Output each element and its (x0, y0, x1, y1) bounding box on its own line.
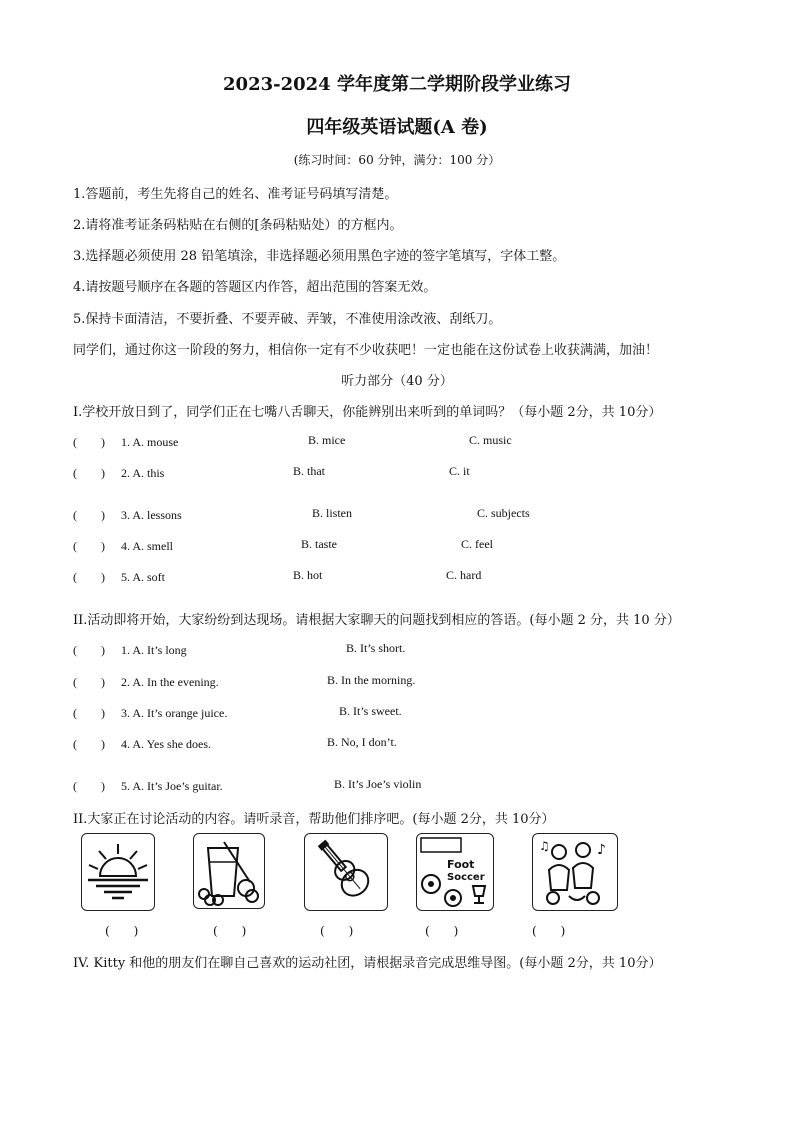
listening-header: 听力部分（40 分） (341, 374, 453, 389)
option-b: B. that (293, 464, 325, 478)
sunset-icon (81, 833, 155, 911)
page-subtitle: 四年级英语试题(A 卷) (306, 117, 488, 138)
option-b: B. No, I don’t. (327, 735, 397, 749)
section-2-heading: II.活动即将开始，大家纷纷到达现场。请根据大家聊天的问题找到相应的答语。(每小题 2 分，共 10 分） (73, 613, 680, 628)
option-c: C. hard (446, 568, 482, 582)
svg-text:♫: ♫ (539, 839, 550, 853)
answer-blank[interactable]: ( ) 5. A. soft (73, 570, 166, 584)
answer-blank[interactable]: ( ) 4. A. Yes she does. (73, 737, 212, 751)
juice-icon (193, 833, 265, 909)
answer-blank[interactable]: ( ) 1. A. mouse (73, 435, 179, 449)
svg-text:♪: ♪ (597, 842, 606, 858)
encouragement-text: 同学们，通过你这一阶段的努力，相信你一定有不少收获吧！一定也能在这份试卷上收获满满，加油！ (73, 343, 659, 358)
option-c: C. it (449, 464, 470, 478)
singing-icon (532, 833, 618, 911)
answer-blank[interactable]: ( ) 5. A. It’s Joe’s guitar. (73, 779, 223, 793)
guitar-icon (304, 833, 388, 911)
instruction-1: 1.答题前，考生先将自己的姓名、准考证号码填写清楚。 (73, 187, 398, 202)
answer-blank[interactable]: ( ) 2. A. In the evening. (73, 675, 219, 689)
answer-blank[interactable]: ( ) 4. A. smell (73, 539, 174, 553)
option-b: B. In the morning. (327, 673, 416, 687)
option-c: C. subjects (477, 506, 530, 520)
option-c: C. music (469, 433, 512, 447)
football-icon (416, 833, 494, 911)
option-b: B. listen (312, 506, 353, 520)
section-1-heading: I.学校开放日到了，同学们正在七嘴八舌聊天，你能辨别出来听到的单词吗？（每小题 2分，共 10分） (73, 405, 662, 420)
option-c: C. feel (461, 537, 493, 551)
page-title: 2023-2024 学年度第二学期阶段学业练习 (223, 74, 571, 95)
poster-text-foot: Foot (447, 858, 475, 871)
section-3-heading: II.大家正在讨论活动的内容。请听录音，帮助他们排序吧。(每小题 2分，共 10分） (73, 812, 555, 827)
option-b: B. taste (301, 537, 337, 551)
answer-blank[interactable]: ( ) 3. A. lessons (73, 508, 182, 522)
instruction-4: 4.请按题号顺序在各题的答题区内作答，超出范围的答案无效。 (73, 280, 437, 295)
picture-4-answer[interactable]: ( ) (425, 924, 459, 938)
section-4-heading: IV. Kitty 和他的朋友们在聊自己喜欢的运动社团，请根据录音完成思维导图。(每小题 2分，共 10分） (73, 956, 662, 971)
option-b: B. It’s Joe’s violin (334, 777, 422, 791)
answer-blank[interactable]: ( ) 3. A. It’s orange juice. (73, 706, 228, 720)
option-b: B. It’s sweet. (339, 704, 402, 718)
time-note: (练习时间：60 分钟，满分：100 分） (293, 153, 501, 167)
option-b: B. hot (293, 568, 323, 582)
option-b: B. mice (308, 433, 346, 447)
picture-5-answer[interactable]: ( ) (532, 924, 566, 938)
instruction-2: 2.请将准考证条码粘贴在右侧的[条码粘贴处）的方框内。 (73, 218, 403, 233)
option-b: B. It’s short. (346, 641, 406, 655)
picture-1-answer[interactable]: ( ) (105, 924, 139, 938)
instruction-3: 3.选择题必须使用 28 铅笔填涂，非选择题必须用黑色字迹的签字笔填写，字体工整。 (73, 249, 566, 264)
instruction-5: 5.保持卡面清洁，不要折叠、不要弄破、弄皱，不准使用涂改液、刮纸刀。 (73, 312, 502, 327)
picture-3-answer[interactable]: ( ) (320, 924, 354, 938)
picture-2-answer[interactable]: ( ) (213, 924, 247, 938)
answer-blank[interactable]: ( ) 2. A. this (73, 466, 165, 480)
poster-text-soccer: Soccer (447, 872, 485, 883)
answer-blank[interactable]: ( ) 1. A. It’s long (73, 643, 187, 657)
